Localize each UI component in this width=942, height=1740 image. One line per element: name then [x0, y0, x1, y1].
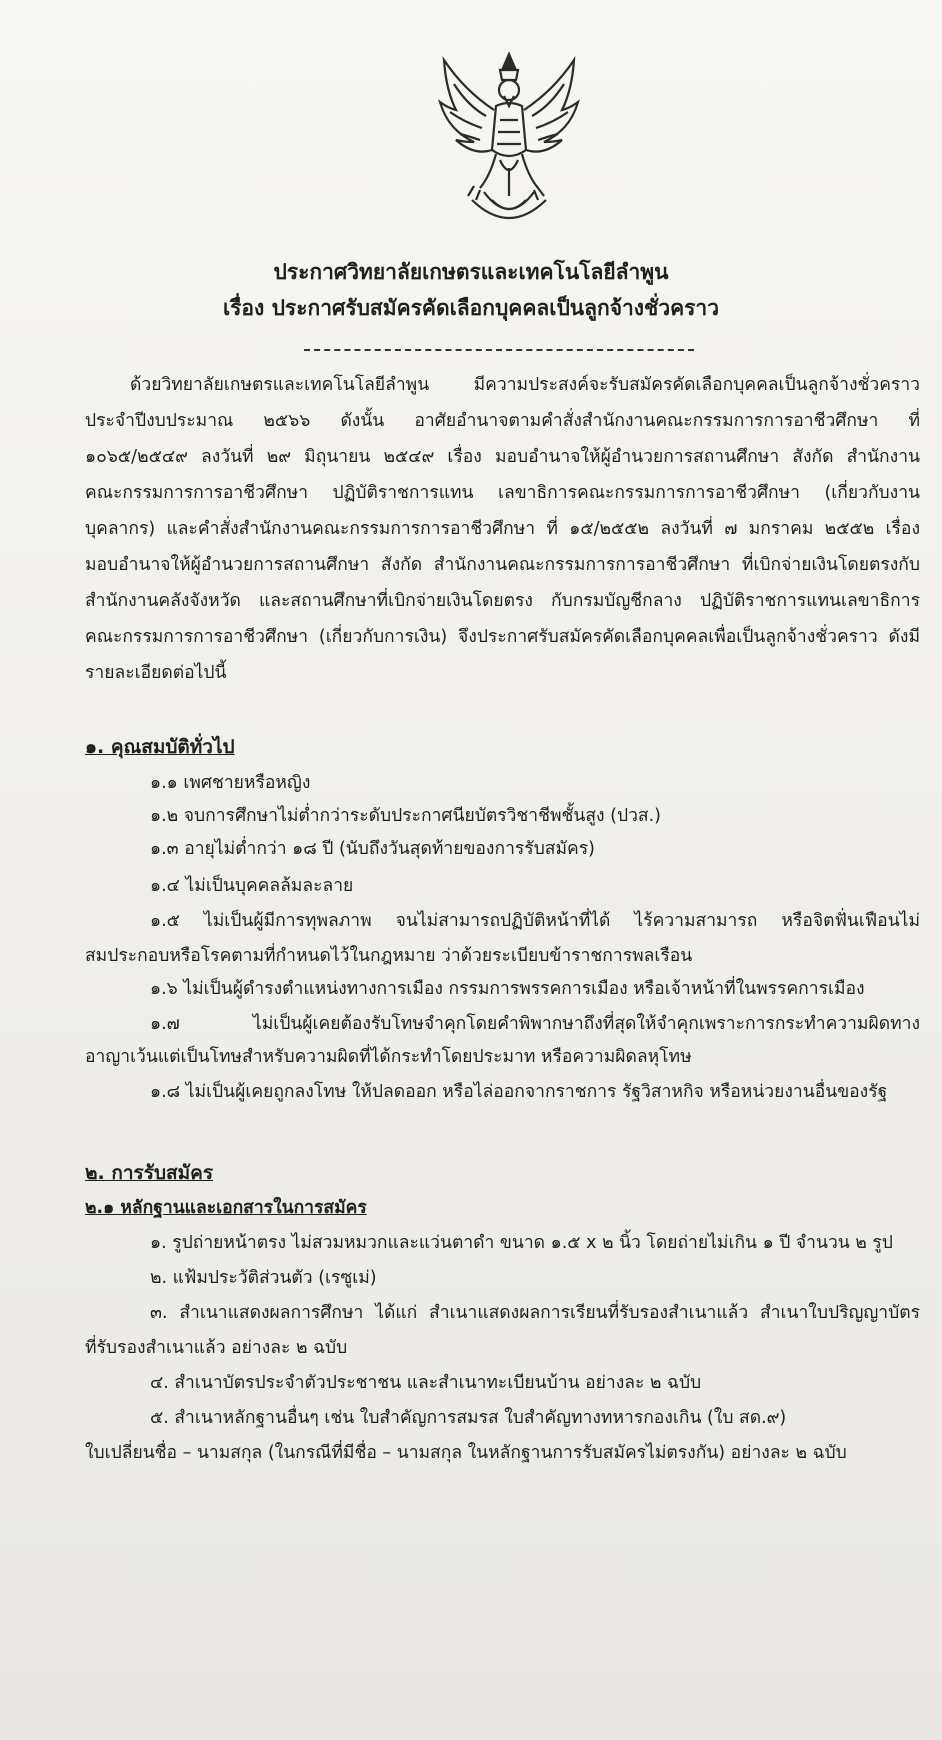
qualification-item: ๑.๖ ไม่เป็นผู้ดำรงตำแหน่งทางการเมือง กรรมการพรรคการเมือง หรือเจ้าหน้าที่ในพรรคการเมือง: [150, 979, 865, 999]
qualification-item: ๑.๑ เพศชายหรือหญิง: [150, 773, 311, 793]
document-item: ๔. สำเนาบัตรประจำตัวประชาชน และสำเนาทะเบียนบ้าน อย่างละ ๒ ฉบับ: [150, 1373, 702, 1393]
document-item: ใบเปลี่ยนชื่อ – นามสกุล (ในกรณีที่มีชื่อ – นามสกุล ในหลักฐานการรับสมัครไม่ตรงกัน) อย่างละ ๒ ฉบับ: [85, 1443, 847, 1463]
section-heading-application: ๒. การรับสมัคร: [85, 1162, 214, 1184]
qualification-item: อาญาเว้นแต่เป็นโทษสำหรับความผิดที่ได้กระทำโดยประมาท หรือความผิดลหุโทษ: [85, 1047, 692, 1067]
announcement-title: ประกาศวิทยาลัยเกษตรและเทคโนโลยีลำพูน: [273, 260, 669, 284]
intro-line: มอบอำนาจให้ผู้อำนวยการสถานศึกษา สังกัด สำนักงานคณะกรรมการการอาชีวศึกษา ที่เบิกจ่ายเงินโดยตรงกับ: [85, 555, 920, 575]
subsection-heading-documents: ๒.๑ หลักฐานและเอกสารในการสมัคร: [85, 1198, 367, 1218]
qualification-item: สมประกอบหรือโรคตามที่กำหนดไว้ในกฎหมาย ว่าด้วยระเบียบข้าราชการพลเรือน: [85, 946, 693, 966]
document-item: ๒. แฟ้มประวัติส่วนตัว (เรซูเม่): [150, 1268, 377, 1288]
qualification-item: ๑.๔ ไม่เป็นบุคคลล้มละลาย: [150, 876, 354, 896]
section-heading-qualifications: ๑. คุณสมบัติทั่วไป: [85, 736, 235, 758]
document-item: ที่รับรองสำเนาแล้ว อย่างละ ๒ ฉบับ: [85, 1338, 348, 1358]
qualification-item: ๑.๕ ไม่เป็นผู้มีการทุพลภาพ จนไม่สามารถปฏิบัติหน้าที่ได้ ไร้ความสามารถ หรือจิตฟั่นเฟือนไม่: [150, 911, 920, 931]
qualification-item: ๑.๘ ไม่เป็นผู้เคยถูกลงโทษ ให้ปลดออก หรือไล่ออกจากราชการ รัฐวิสาหกิจ หรือหน่วยงานอื่นของรัฐ: [150, 1082, 888, 1102]
intro-line: คณะกรรมการการอาชีวศึกษา (เกี่ยวกับการเงิน) จึงประกาศรับสมัครคัดเลือกบุคคลเพื่อเป็นลูกจ้างชั่วคราว ดังมี: [85, 627, 920, 647]
intro-line: สำนักงานคลังจังหวัด และสถานศึกษาที่เบิกจ่ายเงินโดยตรง กับกรมบัญชีกลาง ปฏิบัติราชการแทนเลขาธิการ: [85, 591, 920, 611]
garuda-emblem-icon: [434, 50, 584, 230]
intro-line: คณะกรรมการการอาชีวศึกษา ปฏิบัติราชการแทน เลขาธิการคณะกรรมการการอาชีวศึกษา (เกี่ยวกับงาน: [85, 483, 920, 503]
intro-line: บุคลากร) และคำสั่งสำนักงานคณะกรรมการการอาชีวศึกษา ที่ ๑๕/๒๕๕๒ ลงวันที่ ๗ มกราคม ๒๕๕๒ เรื่อง: [85, 519, 920, 539]
qualification-item: ๑.๒ จบการศึกษาไม่ต่ำกว่าระดับประกาศนียบัตรวิชาชีพชั้นสูง (ปวส.): [150, 806, 662, 826]
intro-line: ๑๐๖๕/๒๕๔๙ ลงวันที่ ๒๙ มิถุนายน ๒๕๔๙ เรื่อง มอบอำนาจให้ผู้อำนวยการสถานศึกษา สังกัด สำนักงาน: [85, 447, 920, 467]
intro-line: รายละเอียดต่อไปนี้: [85, 663, 227, 683]
qualification-item: ๑.๗ ไม่เป็นผู้เคยต้องรับโทษจำคุกโดยคำพิพากษาถึงที่สุดให้จำคุกเพราะการกระทำความผิดทาง: [150, 1014, 920, 1034]
document-item: ๑. รูปถ่ายหน้าตรง ไม่สวมหมวกและแว่นตาดำ ขนาด ๑.๕ x ๒ นิ้ว โดยถ่ายไม่เกิน ๑ ปี จำนวน ๒ รูป: [150, 1233, 893, 1253]
intro-line: ด้วยวิทยาลัยเกษตรและเทคโนโลยีลำพูน มีความประสงค์จะรับสมัครคัดเลือกบุคคลเป็นลูกจ้างชั่วคราว: [130, 375, 920, 395]
divider: [304, 349, 694, 351]
document-item: ๕. สำเนาหลักฐานอื่นๆ เช่น ใบสำคัญการสมรส ใบสำคัญทางทหารกองเกิน (ใบ สด.๙): [150, 1408, 787, 1428]
intro-line: ประจำปีงบประมาณ ๒๕๖๖ ดังนั้น อาศัยอำนาจตามคำสั่งสำนักงานคณะกรรมการการอาชีวศึกษา ที่: [85, 411, 920, 431]
announcement-subject: เรื่อง ประกาศรับสมัครคัดเลือกบุคคลเป็นลูกจ้างชั่วคราว: [222, 296, 720, 320]
document-item: ๓. สำเนาแสดงผลการศึกษา ได้แก่ สำเนาแสดงผลการเรียนที่รับรองสำเนาแล้ว สำเนาใบปริญญาบัตร: [150, 1303, 920, 1323]
qualification-item: ๑.๓ อายุไม่ต่ำกว่า ๑๘ ปี (นับถึงวันสุดท้ายของการรับสมัคร): [150, 839, 595, 859]
